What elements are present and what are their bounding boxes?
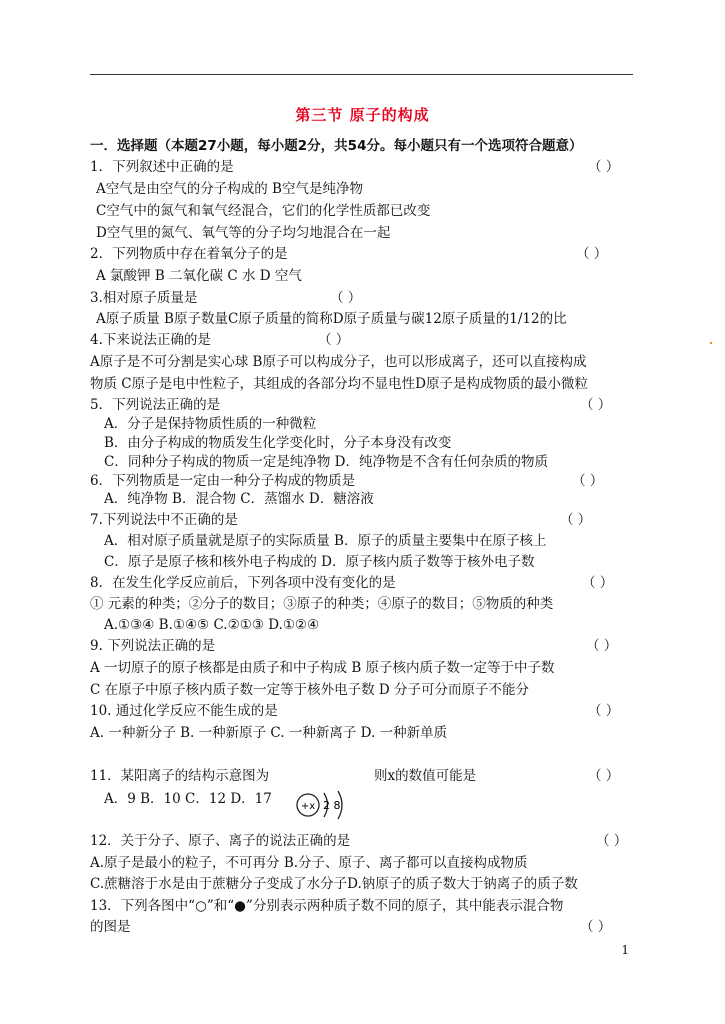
text-line: 10. 通过化学反应不能生成的是 [90,703,278,719]
text-line: A. 一种新分子 B. 一种新原子 C. 一种新离子 D. 一种新单质 [90,725,448,741]
answer-bracket: （ ） [588,768,620,784]
text-line: C．原子是原子核和核外电子构成的 D．原子核内质子数等于核外电子数 [104,554,535,570]
text-line: A原子质量 B原子数量C原子质量的简称D原子质量与碳12原子质量的1/12的比 [96,311,567,327]
text-line: A 一切原子的原子核都是由质子和中子构成 B 原子核内质子数一定等于中子数 [90,660,555,676]
shell-electrons: 2 8 [323,799,341,812]
text-line: A空气是由空气的分子构成的 B空气是纯净物 [96,181,363,197]
text-line: 6．下列物质是一定由一种分子构成的物质是 [90,473,356,489]
text-line: 3.相对原子质量是 [90,290,198,306]
header-rule [90,74,633,75]
text-line: 1．下列叙述中正确的是 [90,159,234,175]
text-line: 4.下来说法正确的是 [90,332,211,348]
text-line: 则x的数值可能是 [374,768,477,784]
text-line: C空气中的氮气和氧气经混合，它们的化学性质都已改变 [96,203,431,219]
text-line: 7.下列说法中不正确的是 [90,512,238,528]
text-line: A.原子是最小的粒子，不可再分 B.分子、原子、离子都可以直接构成物质 [90,855,528,871]
text-line: 8．在发生化学反应前后，下列各项中没有变化的是 [90,575,396,591]
answer-bracket: （ ） [572,473,604,489]
text-line: A．相对原子质量就是原子的实际质量 B．原子的质量主要集中在原子核上 [104,533,547,549]
answer-bracket: （ ） [330,290,362,306]
text-line: C．同种分子构成的物质一定是纯净物 D．纯净物是不含有任何杂质的物质 [104,454,548,470]
text-line: A.①③④ B.①④⑤ C.②①③ D.①②④ [104,617,320,633]
text-line: 5．下列说法正确的是 [90,397,221,413]
page-title: 第三节 原子的构成 [295,106,430,124]
answer-bracket: （ ） [588,703,620,719]
text-line: 9. 下列说法正确的是 [90,638,216,654]
answer-bracket: （ ） [588,159,620,175]
answer-bracket: （ ） [580,919,612,935]
text-line: ① 元素的种类；②分子的数目；③原子的种类；④原子的数目；⑤物质的种类 [90,596,554,612]
answer-bracket: （ ） [596,833,628,849]
section-heading: 一．选择题（本题27小题，每小题2分，共54分。每小题只有一个选项符合题意） [90,138,583,154]
text-line: 13．下列各图中“○”和“●”分别表示两种质子数不同的原子，其中能表示混合物 [90,898,564,914]
text-line: 的图是 [90,919,131,935]
text-line: B．由分子构成的物质发生化学变化时，分子本身没有改变 [104,435,452,451]
text-line: A．分子是保持物质性质的一种微粒 [104,416,317,432]
text-line: C 在原子中原子核内质子数一定等于核外电子数 D 分子可分而原子不能分 [90,682,530,698]
text-line: D空气里的氮气、氧气等的分子均匀地混合在一起 [96,225,391,241]
text-line: A原子是不可分割是实心球 B原子可以构成分子，也可以形成离子，还可以直接构成 [90,354,587,370]
answer-bracket: （ ） [576,246,608,262]
text-line: A．纯净物 B．混合物 C．蒸馏水 D．糖溶液 [104,491,374,507]
text-line: 物质 C原子是电中性粒子，其组成的各部分均不显电性D原子是构成物质的最小微粒 [90,376,588,392]
text-line: 12．关于分子、原子、离子的说法正确的是 [90,833,351,849]
answer-bracket: （ ） [560,512,592,528]
answer-bracket: （ ） [580,397,612,413]
text-line: 2．下列物质中存在着氧分子的是 [90,246,288,262]
stray-mark [710,342,712,344]
text-line: C.蔗糖溶于水是由于蔗糖分子变成了水分子D.钠原子的质子数大于钠离子的质子数 [90,876,578,892]
text-line: A 氯酸钾 B 二氧化碳 C 水 D 空气 [96,268,302,284]
text-line: A．9 B．10 C．12 D．17 [104,791,272,807]
answer-bracket: （ ） [318,332,350,348]
answer-bracket: （ ） [582,575,614,591]
answer-bracket: （ ） [586,638,618,654]
nucleus-label: +x [300,801,316,812]
ion-structure-diagram [294,787,354,823]
text-line: 11．某阳离子的结构示意图为 [90,768,270,784]
page-number: 1 [621,943,629,957]
